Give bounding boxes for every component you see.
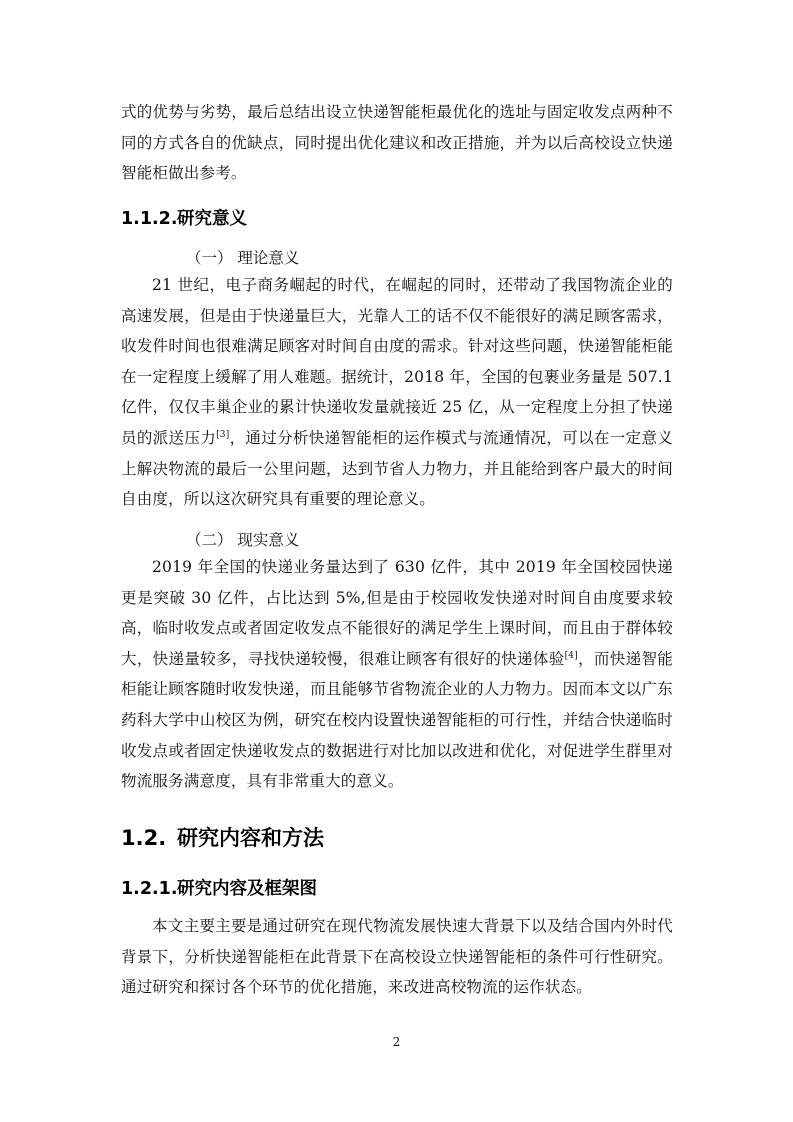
intro-paragraph: 式的优势与劣势，最后总结出设立快递智能柜最优化的选址与固定收发点两种不同的方式各自的优缺点，同时提出优化建议和改正措施，并为以后高校设立快递智能柜做出参考。 bbox=[121, 103, 673, 183]
section-heading-1-2-1 bbox=[121, 875, 317, 900]
section-number: 1.1.2. bbox=[121, 209, 178, 229]
section-title: 研究内容和方法 bbox=[177, 826, 324, 850]
practice-text: 2019 年全国的快递业务量达到了 630 亿件，其中 2019 年全国校园快递更是突破 30 亿件，占比达到 5%,但是由于校园收发快递对时间自由度要求较高，临时收发点或者固定收发点不能很好的满足学生上课时间，而且由于群体较大，快递量较多，寻找快递较慢，很难让顾客有很好的快递体验 bbox=[121, 558, 673, 668]
practice-paragraph bbox=[121, 552, 673, 797]
content-paragraph: 本文主要主要是通过研究在现代物流发展快速大背景下以及结合国内外时代背景下，分析快递智能柜在此背景下在高校设立快递智能柜的条件可行性研究。通过研究和探讨各个环节的优化措施，来改进高校物流的运作状态。 bbox=[121, 917, 673, 997]
practice-text-cont: ，而快递智能柜能让顾客随时收发快递，而且能够节省物流企业的人力物力。因而本文以广东药科大学中山校区为例，研究在校内设置快递智能柜的可行性，并结合快递临时收发点或者固定快递收发点的数据进行对比加以改进和优化，对促进学生群里对物流服务满意度，具有非常重大的意义。 bbox=[121, 649, 673, 791]
theory-paragraph bbox=[121, 270, 673, 515]
theory-text: 21 世纪，电子商务崛起的时代，在崛起的同时，还带动了我国物流企业的高速发展，但是由于快递量巨大，光靠人工的话不仅不能很好的满足顾客需求，收发件时间也很难满足顾客对时间自由度的需求。针对这些问题，快递智能柜能在一定程度上缓解了用人难题。据统计，2018 年，全国的包裹业务量是 507.1 亿件，仅仅丰巢企业的累计快递收发量就接近 25 亿，从一定程度上分担了快递员的派送压力 bbox=[121, 276, 673, 447]
section-title: 研究意义 bbox=[177, 209, 247, 229]
page-number: 2 bbox=[392, 1035, 401, 1049]
section-number: 1.2.1. bbox=[121, 879, 178, 899]
section-number: 1.2. bbox=[121, 826, 167, 850]
section-heading-1-2 bbox=[121, 822, 324, 852]
citation-ref: [4] bbox=[564, 650, 578, 661]
section-heading-1-1-2 bbox=[121, 205, 247, 230]
theory-text-cont: ，通过分析快递智能柜的运作模式与流通情况，可以在一定意义上解决物流的最后一公里问题，达到节省人力物力，并且能给到客户最大的时间自由度，所以这次研究具有重要的理论意义。 bbox=[121, 428, 674, 509]
citation-ref: [3] bbox=[216, 429, 230, 440]
practice-subheading: （二） 现实意义 bbox=[186, 531, 300, 549]
section-title: 研究内容及框架图 bbox=[177, 879, 317, 899]
theory-subheading: （一） 理论意义 bbox=[186, 249, 300, 267]
